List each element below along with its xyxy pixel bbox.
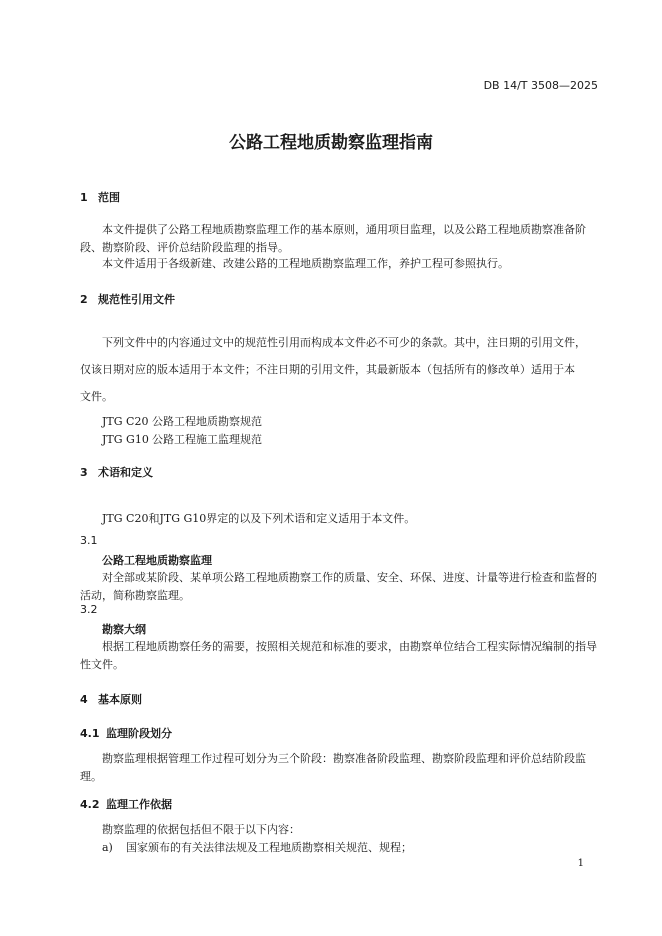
subsection-4-2-paragraph: 勘察监理的依据包括但不限于以下内容： bbox=[102, 823, 300, 836]
section-1-number: 1 bbox=[80, 191, 88, 204]
subsection-4-2-title: 监理工作依据 bbox=[106, 798, 172, 811]
term-name: 公路工程地质勘察监理 bbox=[102, 554, 212, 567]
reference-item bbox=[102, 413, 262, 429]
standard-number: DB 14/T 3508—2025 bbox=[483, 79, 598, 92]
list-item-label: a) bbox=[102, 841, 113, 854]
subsection-4-1-paragraph: 勘察监理根据管理工作过程可划分为三个阶段：勘察准备阶段监理、勘察阶段监理和评价总结阶段监理。 bbox=[80, 752, 586, 783]
section-4-number: 4 bbox=[80, 693, 88, 706]
reference-name: 公路工程施工监理规范 bbox=[152, 433, 262, 446]
section-2-title: 规范性引用文件 bbox=[98, 293, 175, 306]
document-title: 公路工程地质勘察监理指南 bbox=[229, 133, 433, 153]
reference-item bbox=[102, 431, 262, 447]
section-1-heading bbox=[80, 189, 120, 205]
section-1-paragraph-2: 本文件适用于各级新建、改建公路的工程地质勘察监理工作，养护工程可参照执行。 bbox=[102, 257, 509, 270]
section-2-paragraph-line-3: 文件。 bbox=[80, 390, 113, 403]
subsection-4-1-number: 4.1 bbox=[80, 727, 100, 740]
section-2-number: 2 bbox=[80, 293, 88, 306]
section-4-title: 基本原则 bbox=[98, 693, 142, 706]
section-2-heading bbox=[80, 291, 175, 307]
term-definition: 对全部或某阶段、某单项公路工程地质勘察工作的质量、安全、环保、进度、计量等进行检查和监督的活动，简称勘察监理。 bbox=[80, 571, 597, 602]
term-number: 3.1 bbox=[80, 534, 98, 547]
list-item-text: 国家颁布的有关法律法规及工程地质勘察相关规范、规程； bbox=[126, 841, 412, 854]
section-3-number: 3 bbox=[80, 466, 88, 479]
section-4-heading bbox=[80, 691, 142, 707]
subsection-4-1-heading bbox=[80, 725, 172, 741]
reference-name: 公路工程地质勘察规范 bbox=[152, 415, 262, 428]
section-1-title: 范围 bbox=[98, 191, 120, 204]
list-item bbox=[102, 839, 412, 855]
section-2-paragraph-line-2: 仅该日期对应的版本适用于本文件；不注日期的引用文件，其最新版本（包括所有的修改单）适用于本 bbox=[80, 363, 575, 376]
section-3-heading bbox=[80, 464, 153, 480]
reference-code: JTG C20 bbox=[102, 415, 149, 428]
subsection-4-2-number: 4.2 bbox=[80, 798, 100, 811]
section-2-paragraph-line-1: 下列文件中的内容通过文中的规范性引用而构成本文件必不可少的条款。其中，注日期的引用文件， bbox=[102, 336, 586, 349]
page-number: 1 bbox=[577, 858, 584, 869]
section-3-title: 术语和定义 bbox=[98, 466, 153, 479]
term-name: 勘察大纲 bbox=[102, 623, 146, 636]
term-number: 3.2 bbox=[80, 603, 98, 616]
section-1-paragraph-1: 本文件提供了公路工程地质勘察监理工作的基本原则，通用项目监理，以及公路工程地质勘察准备阶段、勘察阶段、评价总结阶段监理的指导。 bbox=[80, 223, 586, 254]
subsection-4-1-title: 监理阶段划分 bbox=[106, 727, 172, 740]
section-3-intro: JTG C20和JTG G10界定的以及下列术语和定义适用于本文件。 bbox=[102, 512, 416, 525]
reference-code: JTG G10 bbox=[102, 433, 149, 446]
term-definition: 根据工程地质勘察任务的需要，按照相关规范和标准的要求，由勘察单位结合工程实际情况编制的指导性文件。 bbox=[80, 640, 597, 671]
subsection-4-2-heading bbox=[80, 796, 172, 812]
